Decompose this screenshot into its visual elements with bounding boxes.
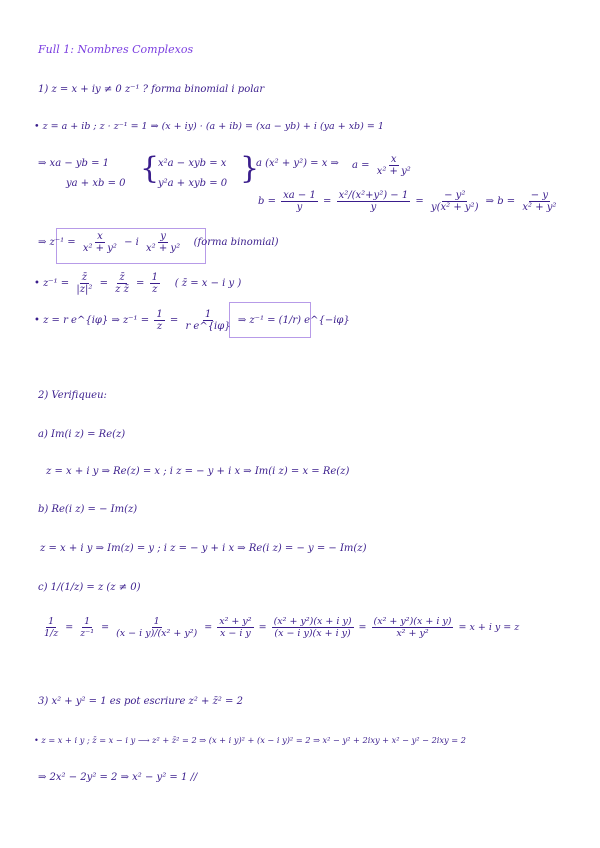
system-eq-1: ⇒ xa − yb = 1 (38, 158, 110, 169)
problem-2c-derivation: $\frac{1}{1/z}$ = $\frac{1}{\text{z⁻¹}}$ = $\frac{1}{\text{(x − i y)/(x² + y²)}}$ = $\frac{\text{x² + y²}}{\text{x − i y}}$ = $\frac{\text{(x² + y²)(x + i y)}}{\text{(x − i y)(x + i y)}}$ = $\frac{\text{(x² + y²)(x + i y)}}{\text{x² + y²}}$ = x + i y = z (44, 616, 520, 639)
b-derivation: b = $\frac{xa - 1}{y}$ = $\frac{\text{x²/(x²+y²) − 1}}{y}$ = $\frac{\text{− y²}}{\text{y(x² + y²)}}$ ⇒ b = $\frac{- y}{\text{x² + y²}}$ (258, 190, 557, 213)
system-eq-4: y²a + xyb = 0 (158, 178, 228, 189)
problem-2c-heading: c) 1/(1/z) = z (z ≠ 0) (38, 582, 141, 593)
problem-1-line-1: • z = a + ib ; z · z⁻¹ = 1 ⇒ (x + iy) · (a + ib) = (xa − yb) + i (ya + xb) = 1 (34, 121, 384, 132)
system-eq-5: a (x² + y²) = x ⇒ (256, 158, 339, 169)
problem-3-line-2: ⇒ 2x² − 2y² = 2 ⇒ x² − y² = 1 // (38, 772, 198, 783)
inverse-binomial: ⇒ z⁻¹ = $\frac{x}{\text{x² + y²}}$ − i $\frac{y}{\text{x² + y²}}$ (forma binomial) (38, 231, 279, 254)
system-eq-2: ya + xb = 0 (66, 178, 126, 189)
page-title: Full 1: Nombres Complexos (38, 43, 194, 56)
problem-2b-line: z = x + i y ⇒ Im(z) = y ; i z = − y + i x ⇒ Re(i z) = − y = − Im(z) (40, 543, 367, 554)
right-brace: } (240, 151, 260, 186)
inverse-conjugate: • z⁻¹ = $\frac{z̄}{\text{|z|²}}$ = $\frac{z̄}{\text{z z̄}}$ = $\frac{1}{z}$ ( z̄ = x − i y ) (34, 272, 242, 295)
problem-1-statement: 1) z = x + iy ≠ 0 z⁻¹ ? forma binomial i polar (38, 84, 265, 95)
left-brace: { (140, 151, 160, 186)
system-eq-3: x²a − xyb = x (158, 158, 227, 169)
a-result: a = $\frac{x}{\text{x² + y²}}$ (352, 154, 411, 177)
inverse-polar: • z = r e^{iφ} ⇒ z⁻¹ = $\frac{1}{z}$ = $\frac{1}{\text{r e\textasciicircum{}\{iφ\}}}$ ⇒ z⁻¹ = (1/r) e^{−iφ} (34, 309, 350, 332)
problem-3-statement: 3) x² + y² = 1 es pot escriure z² + z̄² = 2 (38, 696, 243, 707)
problem-2a-line: z = x + i y ⇒ Re(z) = x ; i z = − y + i x ⇒ Im(i z) = x = Re(z) (46, 466, 350, 477)
problem-2a-heading: a) Im(i z) = Re(z) (38, 429, 126, 440)
problem-2b-heading: b) Re(i z) = − Im(z) (38, 504, 138, 515)
problem-3-line-1: • z = x + i y ; z̄ = x − i y ⟶ z² + z̄² = 2 ⇒ (x + i y)² + (x − i y)² = 2 ⇒ x² − y² + 2ixy + x² − y² − 2ixy = 2 (34, 735, 466, 745)
problem-2-statement: 2) Verifiqueu: (38, 390, 107, 401)
